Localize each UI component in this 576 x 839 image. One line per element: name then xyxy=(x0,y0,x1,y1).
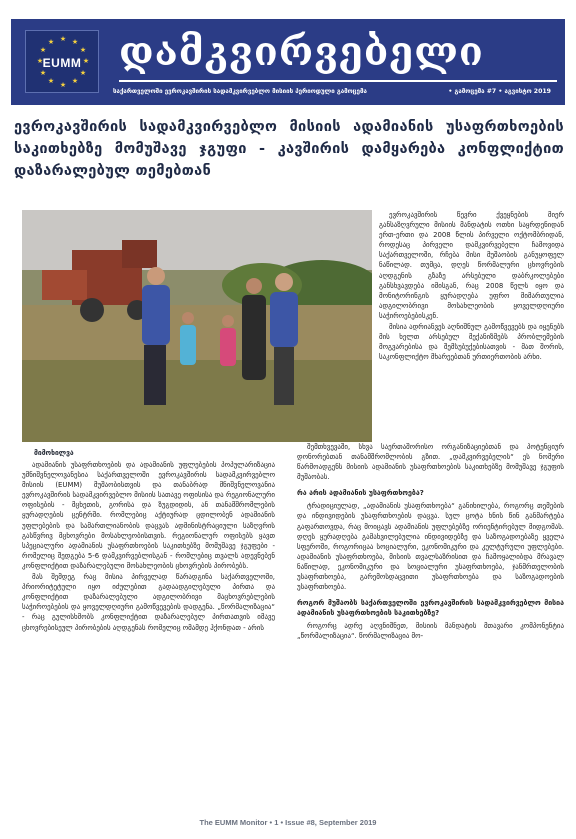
paragraph: როგორც ადრე აღვნიშნეთ, მისიის მანდატის მთავარი კომპონენტია „წორმალიზაცია“. წორმალიზაცია მო- xyxy=(297,622,564,641)
svg-text:★: ★ xyxy=(71,77,79,85)
paragraph: ადამიანის უსაფრთხოების და ადამიანის უფლებების პოპულარიზაცია უმნიშვნელოვანესია საქართველოში ევროკავშირის სადამკვირვებლო მისიის (EUMM) მუშაობისთვის და თანაბრად მნიშვნელოვანია ევროკავშირის სადამკვირვებლო მისიის სათავე ოფისისა და რეგიონალური ოფისების - მცხეთის, გორისა და ზუგდიდის, ან თანამშრომლების ყურადღების ცენტრში. რომლებიც აქტიურად ცდილობენ ადამიანის უფლებების და სამართლიანობის დაცვას ადმინისტრაციული საზღვრის გასწვრივ მცხოვრები მოსახლეობისთვის. რეგიონალურ ოფისებს ყავთ სპეციალური ადამიანის უსაფრთხოების საკითხებზე მომუშავე ჯგუფები - რომელიც შედგება 5-6 დამკვირვებლისგან - რომლებიც თვალს ადევნებენ კონფლიქტით დაზარალებული მოსახლეობის ცხოვრების პირობებს. xyxy=(22,461,275,570)
svg-text:★: ★ xyxy=(79,69,87,77)
svg-text:★: ★ xyxy=(39,46,47,54)
svg-text:★: ★ xyxy=(71,38,79,46)
svg-text:★: ★ xyxy=(39,69,47,77)
svg-text:★: ★ xyxy=(82,57,90,65)
svg-text:★: ★ xyxy=(36,57,44,65)
column-right xyxy=(297,442,564,804)
section-heading: როგორ მუშაობს საქართველოში ევროკავშირის სადამკვირვებლო მისია ადამიანის უსაფრთხოების საკითხებზე? xyxy=(297,599,564,618)
paragraph: ტრადიციულად, „ადამიანის უსაფრთხოება“ განიხილება, როგორც თემების და ინდივიდების უსაფრთხოების დაცვა. სულ ცოტა ხნის წინ განმარტება გაფართოვდა, რაც მოიცავს ადამიანის უფლებებზე ორიენტირებულ მიდგომას. დღეს ყურადღება გამახვილებულია ინდივიდებზე და საზოგადოებაზე ყველა სფეროში, როგორიცაა სოციალური, ეკონომიკური და კულტურული უფლებები. ადამიანის უსაფრთხოება, მისიის თვალსაზრისით და ჩამოყალიბდა მრავალ ნაწილად, ეკონომიკური და სოციალური უსაფრთხოება, ჯანმრთელობის უსაფრთხოება, გარემოსდაცვითი უსაფრთხოება და საზოგადოების უსაფრთხოება. xyxy=(297,502,564,592)
masthead-banner xyxy=(11,19,565,105)
article-photo xyxy=(22,210,372,442)
paragraph: შემთხვევაში, სხვა საერთაშორისო ორგანიზაციებთან და პოტენციურ დონორებთან თანამშრომლობის გზით. „დამკვირვებელის“ ეს ნომერი წარმოადგენს მისიის ადამიანის უსაფრთხოების საკითხებზე მომუშავე ჯგუფის მუშაობას. xyxy=(297,443,564,482)
svg-text:★: ★ xyxy=(79,46,87,54)
paragraph: მისია ადრიანვეს აღნიშნულ გამოწვევებს და იყენებს მის ხელთ არსებულ მექანიზმებს პრობლემების მოგვარებისა და შემსუბუქებისათვის - მათ შორის, საკონფლიქტო მხარეებთან ურთიერთობის არხი. xyxy=(379,323,564,362)
paragraph: მას შემდეგ რაც მისია პირველად წარადგინა საქართველოში, პრიორიტეტული იყო იძულებით გადაადგილებული პირთა და კონფლიქტით დაზარალებული ადგილობრივი მაცხოვრებლების საჭიროებების და ყოველდღიური გამოწვევების დადგენა. „წორმალიზაცია“ - რაც გულისხმობს კონფლიქტით დაზარალებულ პირთათვის იმავე ცხოვრებისეულ პირობების აღდგენას რომელიც ომამდე ჰქონდათ - არის xyxy=(22,573,275,632)
column-right-top xyxy=(379,210,564,442)
masthead-title: დამკვირვებელი xyxy=(119,29,484,75)
svg-text:★: ★ xyxy=(47,77,55,85)
eumm-logo xyxy=(25,30,99,93)
svg-text:★: ★ xyxy=(59,35,67,43)
page-footer: The EUMM Monitor • 1 • Issue #8, September 2019 xyxy=(199,818,377,827)
column-left xyxy=(22,460,275,800)
masthead-rule xyxy=(119,80,557,82)
article-headline: ევროკავშირის სადამკვირვებლო მისიის ადამიანის უსაფრთხოების საკითხებზე მომუშავე ჯგუფი - კავშირის დამყარება კონფლიქტით დაზარალებულ თემებთან xyxy=(14,118,564,179)
section-heading: რა არის ადამიანის უსაფრთხოება? xyxy=(297,489,424,498)
masthead-issue: • გამოცემა #7 • აგვისტო 2019 xyxy=(448,88,551,95)
paragraph: ევროკავშირის წევრი ქვეყნების მიერ განსაზღვრული მისიის მანდატის ოთხი საყრდენიდან ერთ-ერთი და 2008 წლის პირველი ოქტომბრიდან, როდესაც პირველი დამკვირვებელი ჩამოვიდა საქართველოში, რჩება მისი მუშაობის განუყოფელ ნაწილად. თუმცა, დღეს წორმალური ცხოვრების აღდგენის გზაზე არსებული დაბრკოლებები განსხვავდება იმისგან, რაც 2008 წელს იყო და მონიტორინგის ყურადღება უფრო მიმართულია ადგილობრივი მოსახლეობის ყოველდღიური საჭიროებებისკენ. xyxy=(379,211,564,320)
logo-label: EUMM xyxy=(42,56,82,70)
svg-text:★: ★ xyxy=(47,38,55,46)
caption-title: მიმოხილვა xyxy=(34,449,74,457)
svg-text:★: ★ xyxy=(59,81,67,89)
masthead-subtitle: საქართველოში ევროკავშირის სადამკვირვებლო მისიის პერიოდული გამოცემა xyxy=(113,88,367,95)
